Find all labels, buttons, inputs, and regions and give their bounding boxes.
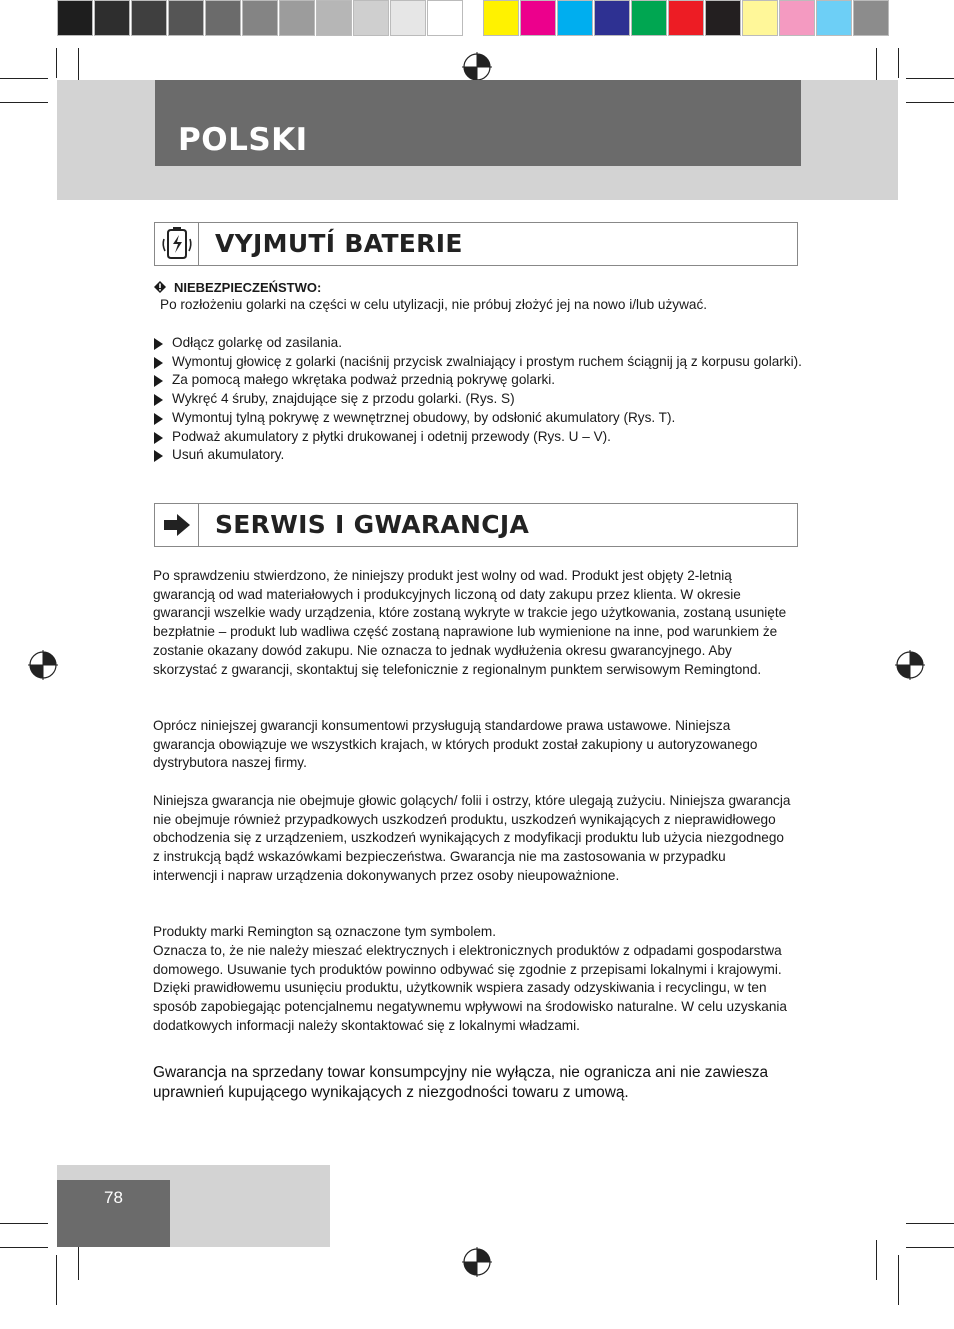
battery-steps-list	[154, 334, 804, 465]
warranty-paragraph: Niniejsza gwarancja nie obejmuje głowic golących/ folii i ostrzy, które ulegają zużyciu. Niniejsza gwarancja nie obejmuje również przypadkowych uszkodzeń produktu, uszkodzeń wynikających z nieprawidłowego obchodzenia się z urządzeniem, uszkodzeń wynikających z modyfikacji produktu lub użycia niezgodnego z instrukcją bądź wskazówkami bezpieczeństwa. Gwarancja nie ma zastosowania w przypadku interwencji i napraw urządzenia dokonywanych przez osoby nieupoważnione.	[153, 793, 791, 883]
registration-mark-icon	[462, 52, 492, 82]
crop-mark	[0, 1247, 48, 1248]
registration-mark-icon	[28, 650, 58, 680]
color-swatch	[57, 0, 93, 36]
color-swatch	[242, 0, 278, 36]
danger-label-text: NIEBEZPIECZEŃSTWO:	[174, 280, 322, 295]
warranty-paragraph: Oprócz niniejszej gwarancji konsumentowi przysługują standardowe prawa ustawowe. Niniejsza gwarancja obowiązuje we wszystkich krajach, w których produkt został zakupiony u autoryzowanego dystrybutora naszej firmy.	[153, 718, 758, 771]
color-swatch	[520, 0, 556, 36]
color-swatch	[353, 0, 389, 36]
color-swatch	[131, 0, 167, 36]
color-swatch	[557, 0, 593, 36]
color-calibration-bar	[483, 0, 890, 38]
list-item: Odłącz golarkę od zasilania.	[154, 334, 804, 353]
warning-icon	[154, 281, 166, 293]
crop-mark	[0, 78, 48, 79]
crop-mark	[906, 78, 954, 79]
crop-mark	[0, 102, 48, 103]
list-item: Za pomocą małego wkrętaka podważ przednią pokrywę golarki.	[154, 371, 804, 390]
page-number: 78	[104, 1188, 123, 1207]
crop-mark	[898, 1255, 899, 1305]
warranty-statement: Gwarancja na sprzedany towar konsumpcyjny nie wyłącza, nie ogranicza ani nie zawiesza uprawnień kupującego wynikających z niezgodności towaru z umową.	[153, 1064, 769, 1101]
crop-mark	[56, 48, 57, 78]
color-swatch	[816, 0, 852, 36]
crop-mark	[906, 1223, 954, 1224]
list-item: Usuń akumulatory.	[154, 446, 804, 465]
color-swatch	[94, 0, 130, 36]
warranty-paragraph: Po sprawdzeniu stwierdzono, że niniejszy produkt jest wolny od wad. Produkt jest objęty 2-letnią gwarancją od wad materiałowych i produkcyjnych liczoną od daty zakupu przez klienta. W okresie gwarancji wszelkie wady urządzenia, które zostaną wykryte w trakcie jego użytkowania, zostaną usunięte bezpłatnie – produkt lub wadliwa część zostaną naprawione lub wymienione na inne, pod warunkiem że zostanie okazany dowód zakupu. Nie oznacza to jednak wydłużenia okresu gwarancyjnego. Aby skorzystać z gwarancji, skontaktuj się telefonicznie z regionalnym punktem serwisowym Remingtond.	[153, 568, 787, 677]
recycle-battery-icon	[160, 225, 194, 263]
color-swatch	[668, 0, 704, 36]
warranty-paragraph: Produkty marki Remington są oznaczone tym symbolem.	[153, 924, 496, 939]
list-item: Wymontuj tylną pokrywę z wewnętrznej obudowy, by odsłonić akumulatory (Rys. T).	[154, 409, 804, 428]
color-swatch	[279, 0, 315, 36]
crop-mark	[0, 1223, 48, 1224]
crop-mark	[898, 48, 899, 78]
color-swatch	[390, 0, 426, 36]
color-swatch	[853, 0, 889, 36]
danger-label	[154, 280, 321, 295]
registration-mark-icon	[895, 650, 925, 680]
color-swatch	[316, 0, 352, 36]
danger-text: Po rozłożeniu golarki na części w celu utylizacji, nie próbuj złożyć jej na nowo i/lub używać.	[160, 297, 708, 312]
color-swatch	[168, 0, 204, 36]
section-header-battery	[154, 222, 798, 266]
crop-mark	[906, 1247, 954, 1248]
arrow-right-icon	[162, 513, 192, 537]
list-item: Podważ akumulatory z płytki drukowanej i odetnij przewody (Rys. U – V).	[154, 428, 804, 447]
crop-mark	[56, 1255, 57, 1305]
section-title-service: SERWIS I GWARANCJA	[215, 510, 530, 539]
grayscale-calibration-bar	[57, 0, 464, 38]
color-swatch	[631, 0, 667, 36]
crop-mark	[906, 102, 954, 103]
list-item: Wykręć 4 śruby, znajdujące się z przodu golarki. (Rys. S)	[154, 390, 804, 409]
section-header-service	[154, 503, 798, 547]
crop-mark	[876, 1240, 877, 1280]
color-swatch	[427, 0, 463, 36]
color-swatch	[483, 0, 519, 36]
color-swatch	[205, 0, 241, 36]
color-swatch	[742, 0, 778, 36]
color-swatch	[594, 0, 630, 36]
list-item: Wymontuj głowicę z golarki (naciśnij przycisk zwalniający i prostym ruchem ściągnij ją z korpusu golarki).	[154, 353, 804, 372]
registration-mark-icon	[462, 1247, 492, 1277]
section-title-battery: VYJMUTÍ BATERIE	[215, 229, 463, 258]
color-swatch	[705, 0, 741, 36]
color-swatch	[779, 0, 815, 36]
warranty-paragraph: Oznacza to, że nie należy mieszać elektrycznych i elektronicznych produktów z odpadami gospodarstwa domowego. Usuwanie tych produktów powinno odbywać się zgodnie z przepisami lokalnymi i krajowymi. Dzięki prawidłowemu usunięciu produktu, użytkownik wspiera zasady odzyskiwania i recyclingu, w ten sposób zapobiegając potencjalnemu negatywnemu wpływowi na środowisko naturalne. W celu uzyskania dodatkowych informacji należy skontaktować się z lokalnymi władzami.	[153, 943, 787, 1033]
page-title: POLSKI	[178, 122, 308, 158]
